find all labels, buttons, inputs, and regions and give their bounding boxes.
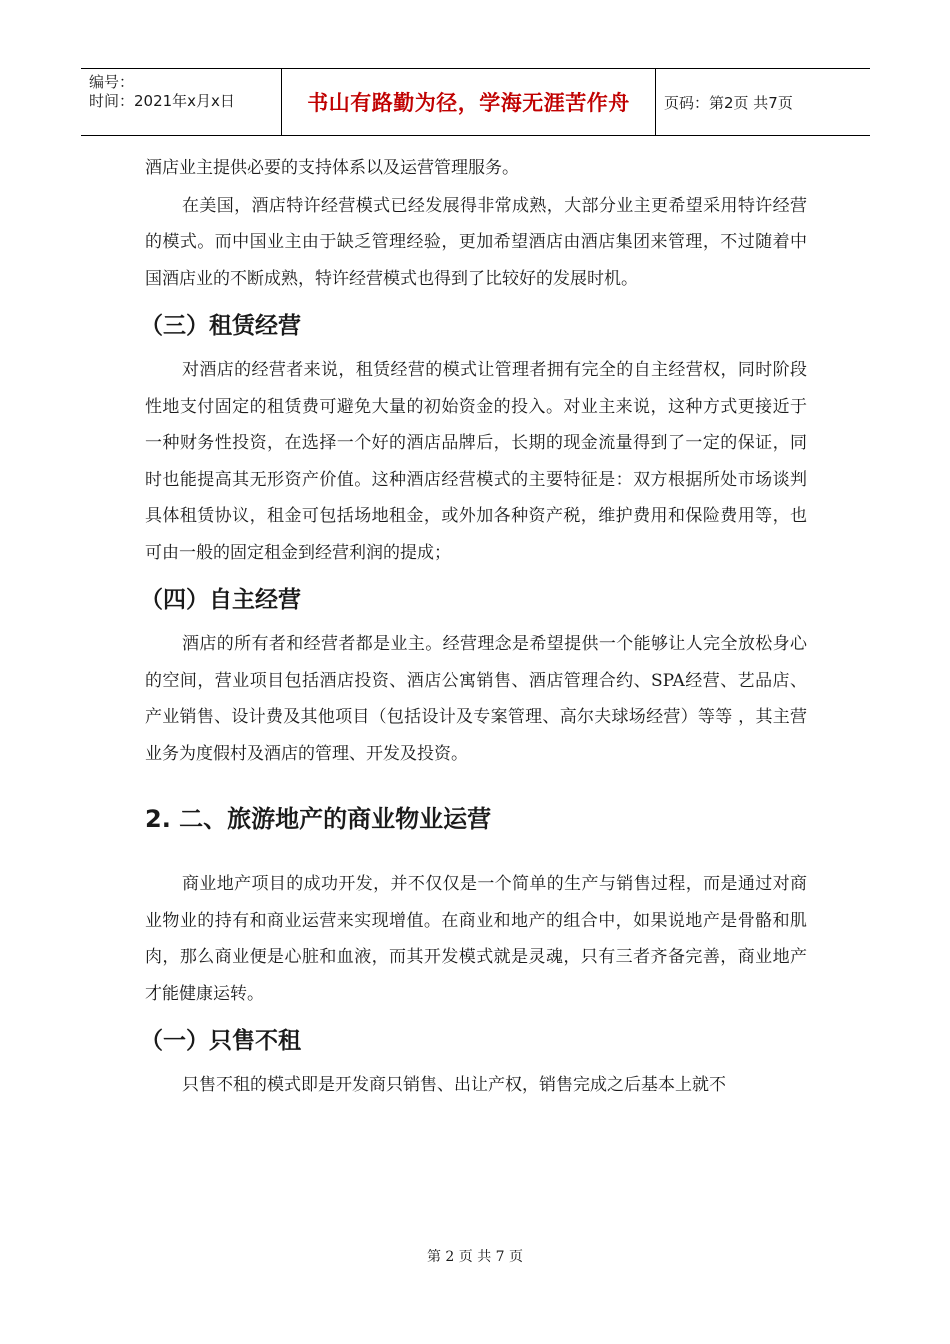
motto-text: 书山有路勤为径，学海无涯苦作舟 <box>307 91 630 115</box>
document-body <box>140 150 807 1104</box>
page-label: 页码：第2页 共7页 <box>664 93 793 112</box>
header-table <box>81 68 870 136</box>
code-label: 编号： <box>89 73 135 91</box>
paragraph: 对酒店的经营者来说，租赁经营的模式让管理者拥有完全的自主经营权，同时阶段性地支付固定的租赁费可避免大量的初始资金的投入。对业主来说，这种方式更接近于一种财务性投资，在选择一个好的酒店品牌后，长期的现金流量得到了一定的保证，同时也能提高其无形资产价值。这种酒店经营模式的主要特征是：双方根据所处市场谈判具体租赁协议，租金可包括场地租金，或外加各种资产税，维护费用和保险费用等，也可由一般的固定租金到经营利润的提成； <box>145 360 807 563</box>
section-heading: （一）只售不租 <box>140 1028 301 1054</box>
header-page-cell <box>656 69 870 135</box>
paragraph: 酒店业主提供必要的支持体系以及运营管理服务。 <box>145 158 519 178</box>
section-heading: （三）租赁经营 <box>140 313 301 339</box>
section-heading: （四）自主经营 <box>140 587 301 613</box>
paragraph: 商业地产项目的成功开发，并不仅仅是一个简单的生产与销售过程，而是通过对商业物业的持有和商业运营来实现增值。在商业和地产的组合中，如果说地产是骨骼和肌肉，那么商业便是心脏和血液，而其开发模式就是灵魂，只有三者齐备完善，商业地产才能健康运转。 <box>145 874 807 1004</box>
header-motto-cell <box>282 69 656 135</box>
header-meta-cell <box>81 69 282 135</box>
chapter-heading: 2. 二、旅游地产的商业物业运营 <box>145 805 492 833</box>
paragraph: 在美国，酒店特许经营模式已经发展得非常成熟，大部分业主更希望采用特许经营的模式。而中国业主由于缺乏管理经验，更加希望酒店由酒店集团来管理，不过随着中国酒店业的不断成熟，特许经营模式也得到了比较好的发展时机。 <box>145 195 807 289</box>
page-footer: 第 2 页 共 7 页 <box>426 1249 524 1265</box>
paragraph: 只售不租的模式即是开发商只销售、出让产权，销售完成之后基本上就不 <box>182 1075 726 1095</box>
paragraph: 酒店的所有者和经营者都是业主。经营理念是希望提供一个能够让人完全放松身心的空间，营业项目包括酒店投资、酒店公寓销售、酒店管理合约、SPA经营、艺品店、产业销售、设计费及其他项目（包括设计及专案管理、高尔夫球场经营）等等 ，其主营业务为度假村及酒店的管理、开发及投资。 <box>145 634 807 764</box>
date-label: 时间：2021年x月x日 <box>89 92 235 110</box>
